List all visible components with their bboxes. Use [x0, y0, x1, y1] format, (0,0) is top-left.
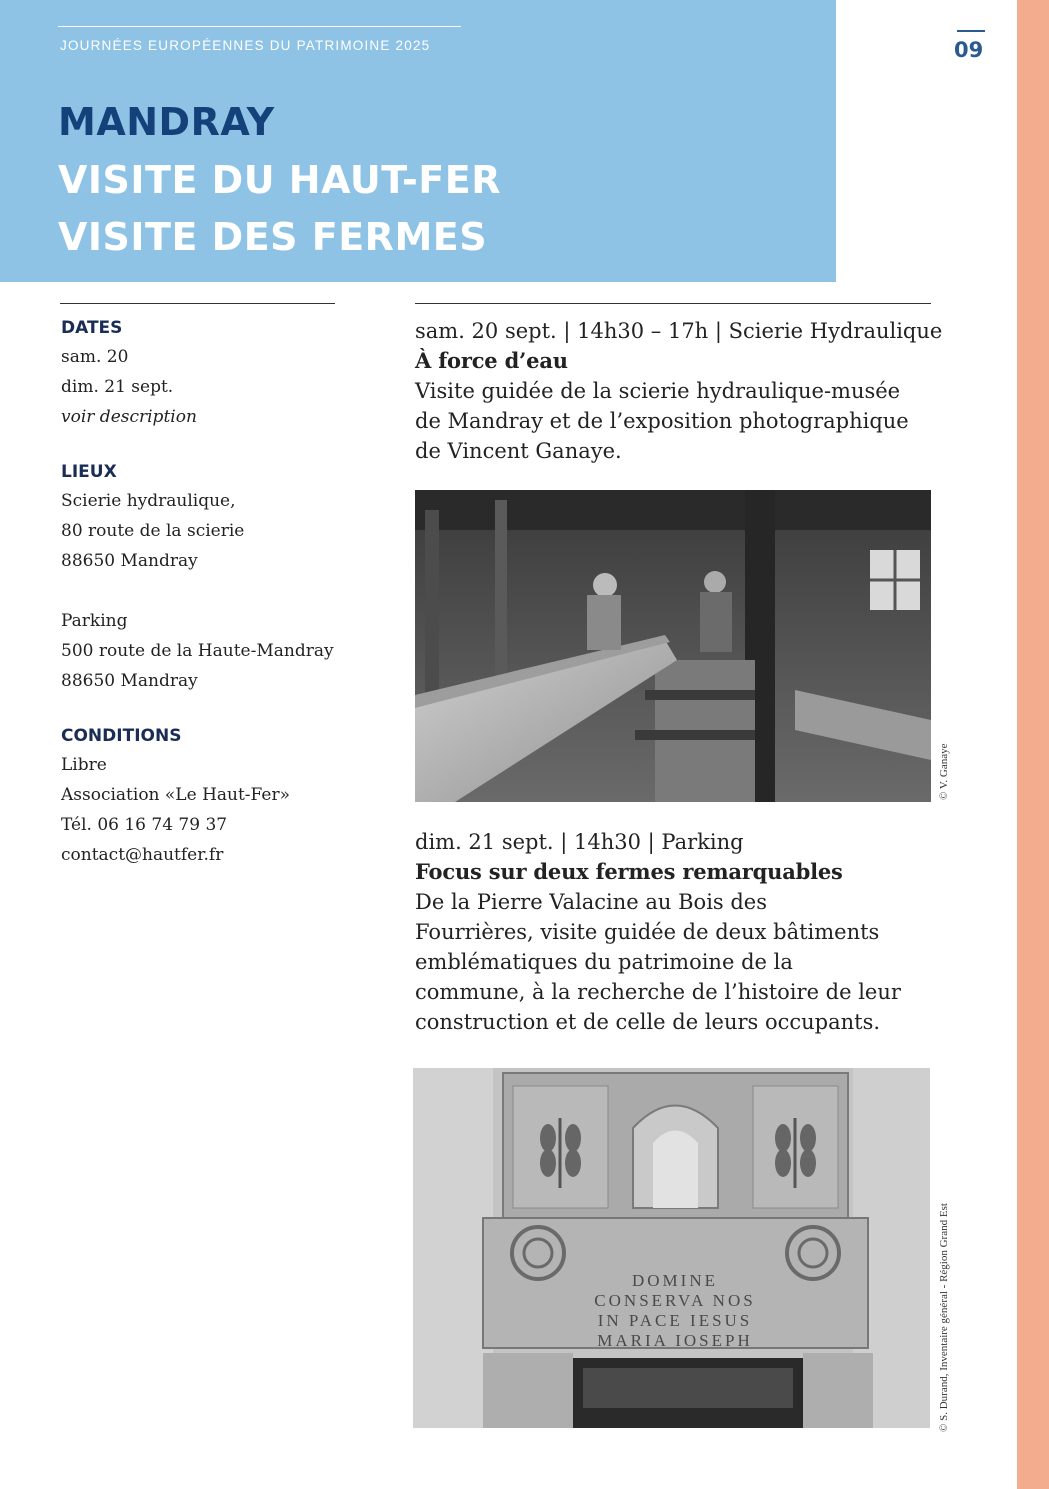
header-banner	[0, 0, 836, 282]
event-description-line: construction et de celle de leurs occupants.	[415, 1010, 881, 1034]
address-line: Scierie hydraulique,	[61, 491, 236, 511]
page-number-rule	[957, 30, 985, 32]
event-description-line: emblématiques du patrimoine de la	[415, 950, 793, 974]
condition-line: Libre	[61, 755, 107, 775]
parking-line: 88650 Mandray	[61, 671, 198, 691]
event-description-line: de Vincent Ganaye.	[415, 439, 622, 463]
info-sidebar	[61, 314, 361, 870]
header-rule	[58, 26, 461, 27]
event-farms	[415, 827, 955, 1037]
inscription-line: IN PACE IESUS	[597, 1311, 753, 1330]
page-title-visit-2: VISITE DES FERMES	[58, 215, 488, 259]
conditions-heading: CONDITIONS	[61, 726, 182, 746]
right-column-rule	[415, 303, 931, 304]
event-description-line: commune, à la recherche de l’histoire de leur	[415, 980, 901, 1004]
page-title-visit-1: VISITE DU HAUT-FER	[58, 158, 501, 202]
carved-lintel-photo	[413, 1068, 930, 1428]
event-when: dim. 21 sept. | 14h30 | Parking	[415, 830, 744, 854]
event-description-line: Visite guidée de la scierie hydraulique-musée	[415, 379, 901, 403]
dates-heading: DATES	[61, 318, 123, 338]
inscription-line: MARIA IOSEPH	[597, 1331, 753, 1350]
photo-credit: © V. Ganaye	[938, 743, 950, 800]
event-when: sam. 20 sept. | 14h30 – 17h | Scierie Hydraulique	[415, 319, 943, 343]
inscription-line: CONSERVA NOS	[594, 1291, 756, 1310]
places-heading: LIEUX	[61, 462, 117, 482]
left-column-rule	[60, 303, 335, 304]
event-description-line: De la Pierre Valacine au Bois des	[415, 890, 768, 914]
contact-email[interactable]: contact@hautfer.fr	[61, 845, 224, 865]
address-line: 88650 Mandray	[61, 551, 198, 571]
event-title: À force d’eau	[415, 348, 568, 373]
date-line: sam. 20	[61, 347, 129, 367]
date-note: voir description	[61, 407, 197, 427]
event-description-line: de Mandray et de l’exposition photographique	[415, 409, 909, 433]
parking-line: 500 route de la Haute-Mandray	[61, 641, 334, 661]
phone-number[interactable]: Tél. 06 16 74 79 37	[61, 815, 228, 835]
sawmill-photo	[415, 490, 931, 802]
date-line: dim. 21 sept.	[61, 377, 174, 397]
address-line: 80 route de la scierie	[61, 521, 245, 541]
side-color-band	[1017, 0, 1049, 1489]
parking-line: Parking	[61, 611, 128, 631]
event-sawmill	[415, 316, 955, 466]
page-number: 09	[954, 38, 984, 62]
page-title-town: MANDRAY	[58, 100, 275, 144]
organizer-name: Association «Le Haut-Fer»	[61, 785, 291, 805]
inscription-line: DOMINE	[632, 1271, 718, 1290]
event-series-label: JOURNÉES EUROPÉENNES DU PATRIMOINE 2025	[60, 38, 431, 53]
photo-credit: © S. Durand, Inventaire général - Région Grand Est	[938, 1203, 950, 1432]
event-title: Focus sur deux fermes remarquables	[415, 859, 843, 884]
event-description-line: Fourrières, visite guidée de deux bâtiments	[415, 920, 880, 944]
